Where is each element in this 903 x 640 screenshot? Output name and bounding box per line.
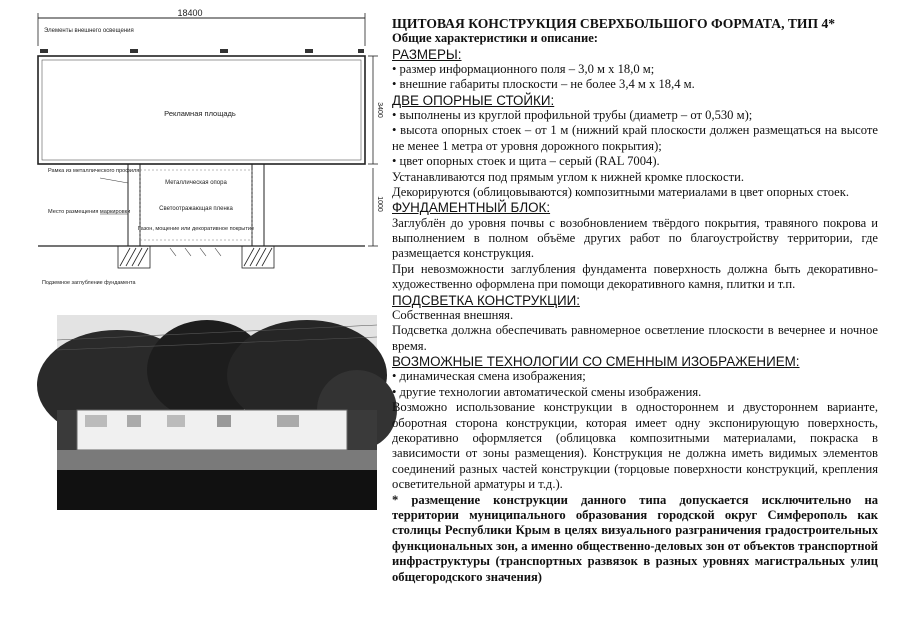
section-foundation: ФУНДАМЕНТНЫЙ БЛОК: bbox=[392, 200, 551, 216]
supports-bullet-3: • цвет опорных стоек и щита – серый (RAL 7004). bbox=[392, 154, 660, 169]
supports-bullet-2: • высота опорных стоек – от 1 м (нижний край плоскости должен размещаться на высоте не менее 1 метра от уровня дорожного покрытия); bbox=[392, 123, 878, 153]
support-label: Металлическая опора bbox=[165, 180, 227, 186]
foundation-para-1: Заглублён до уровня почвы с возобновлением твёрдого покрытия, травяного покрова и выполнением в полном объёме других работ по благоустройству территории, где размещается конструкция. bbox=[392, 215, 878, 261]
section-lighting: ПОДСВЕТКА КОНСТРУКЦИИ: bbox=[392, 292, 580, 308]
foundation-right bbox=[242, 246, 274, 268]
section-tech: ВОЗМОЖНЫЕ ТЕХНОЛОГИИ СО СМЕННЫМ ИЗОБРАЖЕНИЕМ: bbox=[392, 354, 800, 370]
sizes-bullet-1: • размер информационного поля – 3,0 м х 18,0 м; bbox=[392, 62, 655, 77]
section-supports: ДВЕ ОПОРНЫЕ СТОЙКИ: bbox=[392, 92, 555, 108]
tech-bullet-2: • другие технологии автоматической смены изображения. bbox=[392, 384, 702, 399]
section-sizes: РАЗМЕРЫ: bbox=[392, 46, 462, 62]
width-dimension: 18400 bbox=[177, 8, 203, 18]
spec-title: ЩИТОВАЯ КОНСТРУКЦИЯ СВЕРХБОЛЬШОГО ФОРМАТА, ТИП 4* bbox=[392, 16, 836, 31]
foundation-label: Подземное заглубление фундамента bbox=[42, 280, 136, 286]
lighting-label: Элементы внешнего освещения bbox=[44, 28, 134, 34]
frame-label: Рамка из металлического профиля bbox=[48, 168, 140, 174]
foundation-left bbox=[118, 246, 150, 268]
lawn-label: Газон, мощение или декоративное покрытие bbox=[137, 226, 255, 232]
supports-para-2: Декорируются (облицовываются) композитными материалами в цвет опорных стоек. bbox=[392, 185, 850, 200]
foundation-para-2: При невозможности заглубления фундамента поверхность должна быть декоративно-художественно оформлена при помощи декоративного камня, плитки и т.п. bbox=[392, 261, 878, 292]
footnote: * размещение конструкции данного типа допускается исключительно на территории муниципального образования городской округ Симферополь как столицы Республики Крым в целях визуального разграничения градостроительных функциональных зон, а именно общественно-деловых зон от объектов транспортной инфраструктуры (транспортных развязок в разных уровнях магистральных улиц общегородского значения) bbox=[392, 492, 878, 584]
lighting-fixtures bbox=[40, 49, 364, 53]
lighting-para-1: Собственная внешняя. bbox=[392, 307, 514, 322]
height-dimension: 3400 bbox=[376, 102, 383, 118]
panel-label: Светоотражающая пленка bbox=[159, 206, 233, 212]
ad-field-label: Рекламная площадь bbox=[164, 109, 236, 118]
tech-bullet-1: • динамическая смена изображения; bbox=[392, 369, 586, 384]
supports-para-1: Устанавливаются под прямым углом к нижней кромке плоскости. bbox=[392, 169, 745, 184]
spec-text bbox=[392, 16, 878, 585]
support-left bbox=[128, 164, 140, 246]
stand-dimension: 1000 bbox=[376, 196, 383, 212]
billboard-photo bbox=[57, 315, 377, 510]
billboard-drawing bbox=[20, 8, 382, 308]
support-right bbox=[252, 164, 264, 246]
sizes-bullet-2: • внешние габариты плоскости – не более 3,4 м х 18,4 м. bbox=[392, 77, 695, 92]
lighting-para-2: Подсветка должна обеспечивать равномерное осветление плоскости в вечернее и ночное время. bbox=[392, 323, 878, 353]
supports-bullet-1: • выполнены из круглой профильной трубы (диаметр – от 0,530 м); bbox=[392, 108, 753, 123]
tech-para-1: Возможно использование конструкции в одностороннем и двустороннем варианте, оборотная сторона конструкции, которая имеет одну экспонирующую поверхность, декоративно оформляется (облицовка композитными материалами, покраска в зависимости от зоны размещения). Конструкция не должна иметь видимых элементов соединений разных частей конструкции (торцовые поверхности конструкций, крепления осветительной арматуры и т.д.). bbox=[392, 400, 878, 492]
info-plate-label: Место размещения маркировки bbox=[48, 209, 131, 215]
spec-subtitle: Общие характеристики и описание: bbox=[392, 31, 598, 46]
